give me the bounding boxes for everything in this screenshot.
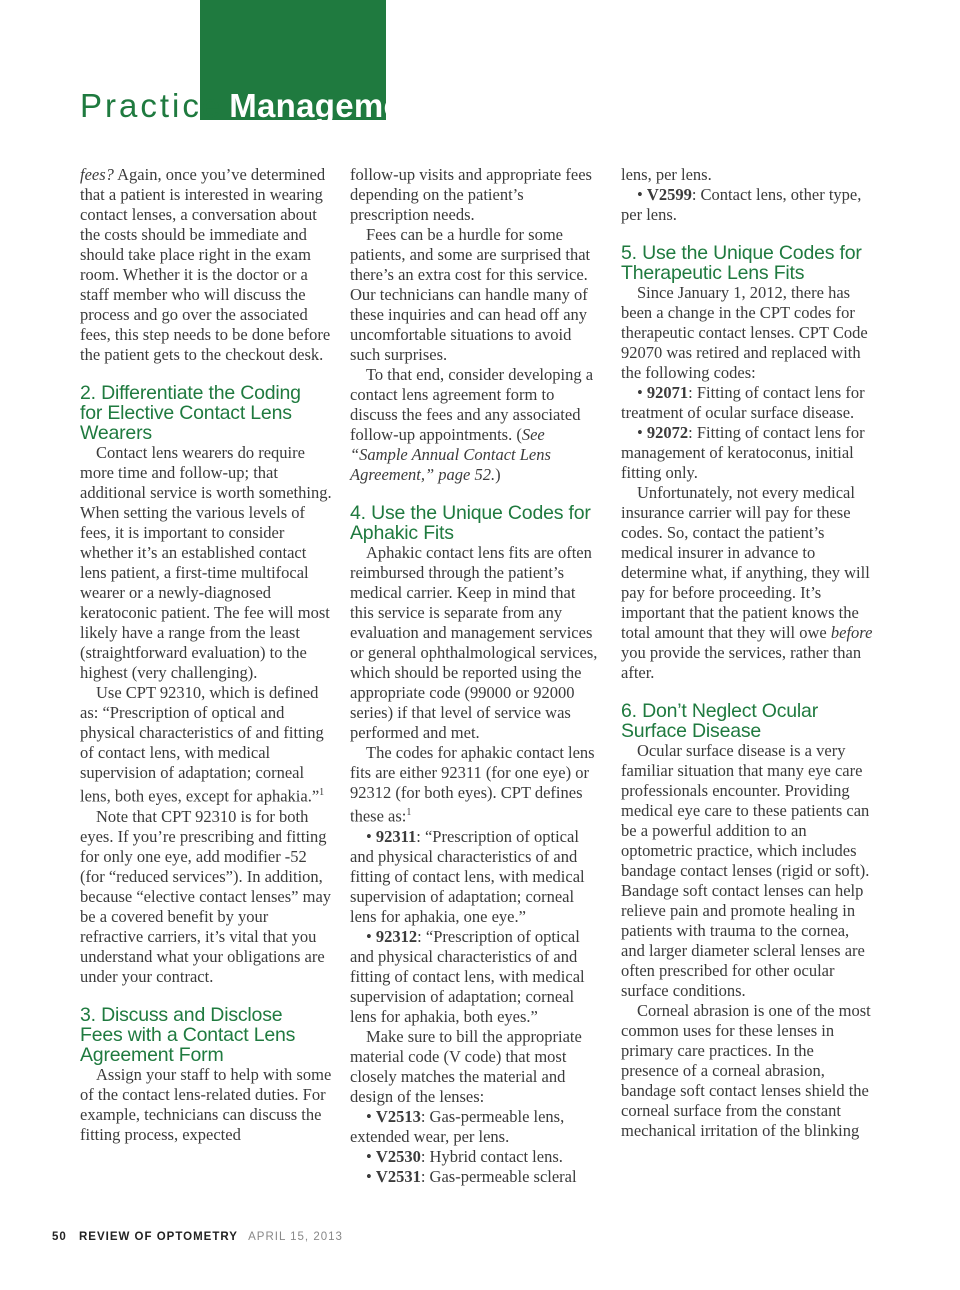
paragraph: Make sure to bill the appropriate material code (V code) that most closely matches the material and design of the lenses:	[350, 1026, 582, 1106]
bullet-item: • 92312: “Prescription of optical and physical characteristics of and fitting of contact lens, with medical supervision of adaptation; corneal lens for aphakia, both eyes.”	[350, 926, 585, 1026]
code-label: V2513	[375, 1106, 421, 1126]
column-3	[621, 165, 873, 1141]
subheading-5	[621, 243, 873, 283]
section-header	[80, 82, 434, 122]
paragraph-text: Unfortunately, not every medical insurance carrier will pay for these codes. So, contact the patient’s medical insurer in advance to determine what, if anything, they will pay for before proceeding. It’s important that the patient knows the total amount that they will owe	[621, 483, 870, 642]
paragraph: Contact lens wearers do require more time and follow-up; that additional service is worth something. When setting the various levels of fees, it is important to consider whether it’s an established contact lens patient, a first-time multifocal wearer or a newly-diagnosed keratoconic patient. The fee will most likely have a range from the least (straightforward evaluation) to the highest (very challenging).	[80, 443, 332, 682]
code-label: V2531	[375, 1166, 421, 1186]
bullet-text: : “Prescription of optical and physical characteristics of and fitting of contact lens, with medical supervision of adaptation; corneal lens for aphakia, both eyes.”	[350, 926, 585, 1026]
italic-text: before	[830, 623, 873, 642]
bullet-item: • V2530: Hybrid contact lens.	[366, 1146, 563, 1166]
subheading-line: 6. Don’t Neglect Ocular	[621, 700, 818, 722]
section-header-bold: Management	[229, 87, 434, 124]
italic-text: fees?	[80, 165, 114, 184]
subheading-line: Surface Disease	[621, 720, 762, 742]
subheading-line: 5. Use the Unique Codes for	[621, 242, 862, 264]
bullet-text: : Hybrid contact lens.	[420, 1146, 563, 1166]
bullet-item: • 92311: “Prescription of optical and physical characteristics of and fitting of contact lens, with medical supervision of adaptation; corneal lens for aphakia, one eye.”	[350, 826, 585, 926]
paragraph: Fees can be a hurdle for some patients, and some are surprised that there’s an extra cost for this service. Our technicians can handle many of these inquiries and can head off any uncomfortable situations to avoid such surprises.	[350, 225, 591, 364]
paragraph-text: To that end, consider developing a contact lens agreement form to discuss the fees and any associated follow-up appointments. (	[350, 365, 594, 444]
section-header-light: Practice	[80, 87, 224, 124]
bullet-text: : Fitting of contact lens for management of keratoconus, initial fitting only.	[621, 423, 865, 482]
paragraph: lens, per lens.	[621, 165, 712, 184]
paragraph: Assign your staff to help with some of the contact lens-related duties. For example, technicians can discuss the fitting process, expected	[80, 1064, 332, 1144]
paragraph: follow-up visits and appropriate fees depending on the patient’s prescription needs.	[350, 165, 592, 224]
bullet-text: : Fitting of contact lens for treatment of ocular surface disease.	[621, 383, 865, 422]
paragraph	[80, 165, 332, 365]
bullet-item: • V2599: Contact lens, other type, per lens.	[621, 185, 862, 224]
paragraph	[350, 365, 600, 485]
paragraph-text: The codes for aphakic contact lens fits are either 92311 (for one eye) or 92312 (for both eyes). CPT defines these as:	[350, 743, 595, 826]
paragraph: Corneal abrasion is one of the most common uses for these lenses in primary care practices. In the presence of a corneal abrasion, bandage soft contact lenses shield the corneal surface from the constant mechanical irritation of the blinking	[621, 1001, 871, 1140]
code-label: V2530	[375, 1146, 421, 1166]
paragraph: Since January 1, 2012, there has been a change in the CPT codes for therapeutic contact lenses. CPT Code 92070 was retired and replaced with the following codes:	[621, 283, 868, 382]
bullet-text: : Gas-permeable scleral	[420, 1166, 577, 1186]
issue-date: APRIL 15, 2013	[248, 1231, 343, 1243]
subheading-2	[80, 383, 332, 443]
subheading-line: Therapeutic Lens Fits	[621, 262, 805, 284]
paragraph: Note that CPT 92310 is for both eyes. If you’re prescribing and fitting for only one eye, add modifier -52 (for “reduced services”). In addition, because “elective contact lenses” may be a covered benefit by your refractive carriers, it’s vital that you understand what your obligations are under your contract.	[80, 806, 332, 986]
footnote-ref: 1	[406, 807, 412, 818]
paragraph	[80, 683, 332, 807]
paragraph: Ocular surface disease is a very familiar situation that many eye care professionals encounter. Providing medical eye care to these patients can be a powerful addition to an optometric practice, which includes bandage contact lenses (rigid or soft). Bandage soft contact lenses can help relieve pain and promote healing in patients with trauma to the cornea, and larger diameter scleral lenses are often prescribed for other ocular surface conditions.	[621, 741, 870, 1000]
bullet-item: • 92072: Fitting of contact lens for management of keratoconus, initial fitting only.	[621, 423, 865, 482]
column-2	[350, 165, 600, 1187]
page-number: 50	[52, 1231, 67, 1243]
bullet-text: : “Prescription of optical and physical characteristics of and fitting of contact lens, with medical supervision of adaptation; corneal lens for aphakia, one eye.”	[350, 826, 585, 926]
subheading-line: Fees with a Contact Lens	[80, 1023, 296, 1046]
code-label: 92311	[375, 826, 417, 846]
bullet-text: : Gas-permeable lens, extended wear, per lens.	[350, 1106, 565, 1146]
column-1	[80, 165, 332, 1145]
italic-text: See “Sample Annual Contact Lens Agreement,” page 52.	[350, 425, 551, 484]
subheading-3	[80, 1005, 332, 1065]
code-label: V2599	[646, 185, 692, 204]
bullet-text: : Contact lens, other type, per lens.	[621, 185, 862, 224]
subheading-line: 3. Discuss and Disclose	[80, 1003, 283, 1026]
paragraph	[350, 743, 600, 827]
subheading-line: Agreement Form	[80, 1043, 224, 1066]
subheading-line: 2. Differentiate the Coding	[80, 382, 301, 404]
paragraph-text: Use CPT 92310, which is defined as: “Prescription of optical and physical characteristics of and fitting of contact lens, with medical supervision of adaptation; corneal lens, both eyes, except for aphakia.”	[80, 683, 324, 806]
code-label: 92072	[646, 423, 689, 442]
paragraph	[621, 483, 873, 683]
subheading-4	[350, 503, 600, 543]
paragraph: Aphakic contact lens fits are often reimbursed through the patient’s medical carrier. Keep in mind that this service is separate from any evaluation and management services or general ophthalmological services, which should be reported using the appropriate code (99000 or 92000 series) if that level of service was performed and met.	[350, 543, 598, 742]
magazine-name: REVIEW OF OPTOMETRY	[79, 1231, 238, 1243]
subheading-line: Wearers	[80, 422, 152, 444]
bullet-item: • V2531: Gas-permeable scleral	[366, 1166, 577, 1186]
bullet-item: • V2513: Gas-permeable lens, extended wear, per lens.	[350, 1106, 565, 1146]
paragraph-text: Again, once you’ve determined that a patient is interested in wearing contact lenses, a conversation about the costs should be immediate and should take place right in the exam room. Whether it is the doctor or a staff member who will discuss the process and go over the associated fees, this step needs to be done before the patient gets to the checkout desk.	[80, 165, 331, 364]
paragraph-text: )	[495, 465, 501, 484]
paragraph-text: you provide the services, rather than after.	[621, 643, 862, 682]
footnote-ref: 1	[319, 787, 325, 798]
subheading-6	[621, 701, 873, 741]
bullet-item: • 92071: Fitting of contact lens for treatment of ocular surface disease.	[621, 383, 865, 422]
code-label: 92312	[375, 926, 418, 946]
subheading-line: for Elective Contact Lens	[80, 402, 292, 424]
subheading-line: Aphakic Fits	[350, 522, 454, 544]
subheading-line: 4. Use the Unique Codes for	[350, 502, 591, 524]
code-label: 92071	[646, 383, 689, 402]
page-footer	[52, 1231, 343, 1243]
